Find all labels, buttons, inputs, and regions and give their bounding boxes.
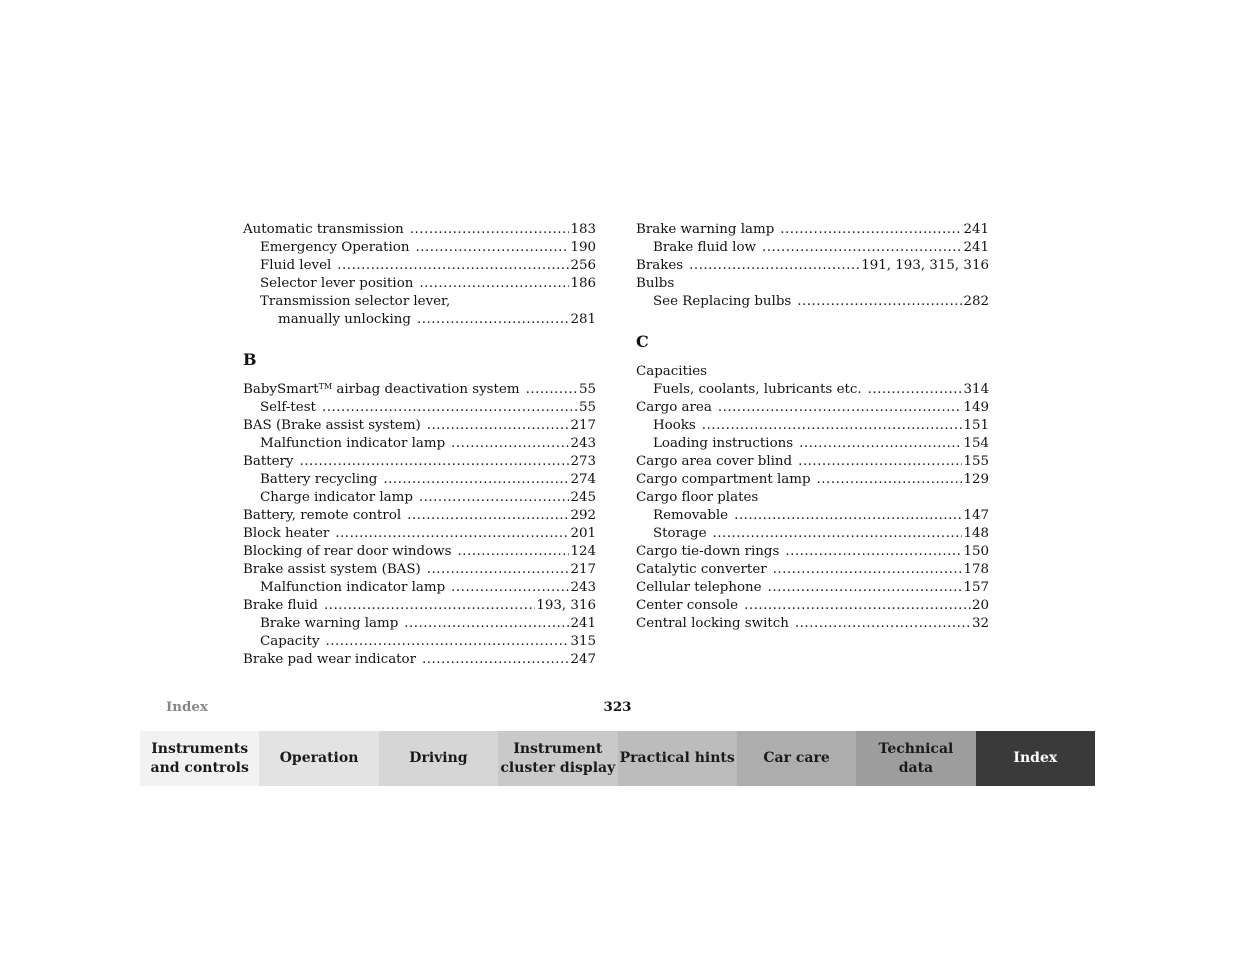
index-entry [243, 257, 596, 275]
page-ref: 178 [963, 562, 989, 577]
index-entry [636, 417, 989, 435]
entry-label: Battery recycling [260, 472, 378, 487]
leader-dots [451, 579, 569, 597]
page-ref: 147 [963, 508, 989, 523]
page-ref: 129 [963, 472, 989, 487]
nav-tab-instruments-and-controls[interactable]: Instruments and controls [140, 731, 259, 786]
page-ref: 281 [570, 312, 596, 327]
page-number: 323 [603, 699, 632, 715]
index-entry [636, 363, 989, 381]
page-ref: 245 [570, 490, 596, 505]
entry-label: Hooks [653, 418, 696, 433]
page-ref: 150 [963, 544, 989, 559]
page-ref: 247 [570, 652, 596, 667]
leader-dots [718, 399, 963, 417]
index-entry [636, 275, 989, 293]
leader-dots [422, 651, 569, 669]
page-ref: 190 [570, 240, 596, 255]
page-ref: 243 [570, 580, 596, 595]
entries-c [636, 363, 989, 633]
nav-tab-car-care[interactable]: Car care [737, 731, 856, 786]
leader-dots [322, 399, 578, 417]
entry-label: Brake assist system (BAS) [243, 562, 421, 577]
entry-label: Malfunction indicator lamp [260, 436, 446, 451]
index-entry [636, 399, 989, 417]
leader-dots [451, 435, 569, 453]
page-ref: 148 [963, 526, 989, 541]
entry-label: Blocking of rear door windows [243, 544, 452, 559]
entry-label: Brake fluid [243, 598, 318, 613]
entry-label: Fluid level [260, 258, 332, 273]
entry-label: Bulbs [636, 276, 675, 291]
page-ref: 157 [963, 580, 989, 595]
page-ref: 292 [570, 508, 596, 523]
leader-dots [798, 453, 962, 471]
index-entry [636, 435, 989, 453]
leader-dots [427, 561, 570, 579]
entry-label: Transmission selector lever, [260, 294, 451, 309]
entry-label: Brake warning lamp [260, 616, 399, 631]
page-ref: 217 [570, 562, 596, 577]
index-entry [636, 257, 989, 275]
leader-dots [713, 525, 963, 543]
leader-dots [326, 633, 570, 651]
index-entry [243, 453, 596, 471]
index-entry [243, 293, 596, 311]
entry-label: Removable [653, 508, 729, 523]
index-entry [636, 543, 989, 561]
page-ref: 256 [570, 258, 596, 273]
index-entry [243, 633, 596, 651]
page-ref: 32 [971, 616, 989, 631]
entries-a [243, 221, 596, 329]
index-entry [636, 221, 989, 239]
index-entry [636, 507, 989, 525]
entry-label: Catalytic converter [636, 562, 767, 577]
index-entry [243, 489, 596, 507]
entry-label: Battery, remote control [243, 508, 402, 523]
leader-dots [335, 525, 569, 543]
leader-dots [427, 417, 570, 435]
entries-b-cont [636, 221, 989, 311]
index-entry-babysmart [243, 381, 596, 399]
index-entry [243, 239, 596, 257]
leader-dots [526, 381, 578, 399]
page-ref: 149 [963, 400, 989, 415]
index-entry [636, 579, 989, 597]
chapter-nav-bar [140, 731, 1095, 786]
leader-dots [780, 221, 962, 239]
index-entry [636, 561, 989, 579]
leader-dots [404, 615, 569, 633]
entry-label: Loading instructions [653, 436, 794, 451]
leader-dots [407, 507, 569, 525]
index-entry [243, 417, 596, 435]
index-entry [243, 561, 596, 579]
nav-tab-operation[interactable]: Operation [259, 731, 378, 786]
index-entry [243, 651, 596, 669]
nav-tab-practical-hints[interactable]: Practical hints [618, 731, 737, 786]
page-ref: 193, 316 [536, 598, 596, 613]
leader-dots [797, 293, 962, 311]
page-ref: 183 [570, 222, 596, 237]
entry-label: Block heater [243, 526, 330, 541]
entry-label: See Replacing bulbs [653, 294, 792, 309]
page-ref: 191, 193, 315, 316 [861, 258, 989, 273]
page-ref: 155 [963, 454, 989, 469]
babysmart-label-rest: airbag deactivation system [332, 382, 520, 397]
section-letter-b: B [243, 350, 257, 369]
index-entry [636, 597, 989, 615]
page-ref: 217 [570, 418, 596, 433]
page-ref: 315 [570, 634, 596, 649]
leader-dots [299, 453, 569, 471]
index-entry [243, 579, 596, 597]
entry-label: Center console [636, 598, 739, 613]
page-ref: 241 [570, 616, 596, 631]
entry-label: Automatic transmission [243, 222, 404, 237]
page-ref: 314 [963, 382, 989, 397]
leader-dots [795, 615, 971, 633]
page-ref: 282 [963, 294, 989, 309]
entry-label: Brake pad wear indicator [243, 652, 417, 667]
index-column-left [243, 221, 596, 669]
page-ref: 186 [570, 276, 596, 291]
leader-dots [768, 579, 963, 597]
entry-label: Storage [653, 526, 707, 541]
page-ref: 243 [570, 436, 596, 451]
leader-dots [762, 239, 962, 257]
index-entry [243, 311, 596, 329]
leader-dots [817, 471, 963, 489]
entry-label: Capacity [260, 634, 320, 649]
entry-label: Fuels, coolants, lubricants etc. [653, 382, 862, 397]
index-entry [243, 615, 596, 633]
entry-label: Cargo area [636, 400, 712, 415]
leader-dots [868, 381, 963, 399]
entry-label: Brake warning lamp [636, 222, 775, 237]
leader-dots [457, 543, 569, 561]
entry-label: manually unlocking [278, 312, 411, 327]
entry-label: Selector lever position [260, 276, 414, 291]
entry-label: Cargo area cover blind [636, 454, 793, 469]
leader-dots [702, 417, 963, 435]
leader-dots [410, 221, 570, 239]
leader-dots [324, 597, 535, 615]
page-ref: 201 [570, 526, 596, 541]
page-ref: 151 [963, 418, 989, 433]
index-entry [243, 435, 596, 453]
index-entry [636, 471, 989, 489]
index-entry [636, 489, 989, 507]
page-ref: 241 [963, 222, 989, 237]
leader-dots [417, 311, 569, 329]
entry-label: Cargo floor plates [636, 490, 759, 505]
index-entry [243, 221, 596, 239]
section-letter-c: C [636, 332, 649, 351]
leader-dots [785, 543, 962, 561]
leader-dots [773, 561, 963, 579]
leader-dots [419, 489, 570, 507]
index-entry [636, 239, 989, 257]
entry-label: BAS (Brake assist system) [243, 418, 421, 433]
entries-b [243, 399, 596, 669]
leader-dots [419, 275, 569, 293]
page-ref: 20 [971, 598, 989, 613]
index-entry [636, 381, 989, 399]
leader-dots [415, 239, 569, 257]
leader-dots [383, 471, 569, 489]
entry-label: Cellular telephone [636, 580, 762, 595]
entry-label: Brake fluid low [653, 240, 756, 255]
entry-label: Emergency Operation [260, 240, 410, 255]
nav-tab-driving[interactable]: Driving [379, 731, 498, 786]
index-entry [636, 525, 989, 543]
nav-tab-index[interactable]: Index [976, 731, 1095, 786]
trademark-sup: TM [318, 382, 333, 391]
entry-label: Battery [243, 454, 294, 469]
entry-label: Central locking switch [636, 616, 789, 631]
page-ref: 241 [963, 240, 989, 255]
entry-label: Brakes [636, 258, 684, 273]
index-entry [636, 453, 989, 471]
page-ref: 273 [570, 454, 596, 469]
index-entry [636, 615, 989, 633]
page-ref: 124 [570, 544, 596, 559]
babysmart-label: BabySmart [243, 382, 319, 397]
index-entry [636, 293, 989, 311]
index-entry [243, 507, 596, 525]
footer-section-label: Index [166, 699, 208, 715]
entry-label: Charge indicator lamp [260, 490, 413, 505]
page-ref: 55 [578, 400, 596, 415]
entry-label: Malfunction indicator lamp [260, 580, 446, 595]
entry-label: Cargo tie-down rings [636, 544, 780, 559]
index-entry [243, 543, 596, 561]
nav-tab-technical-data[interactable]: Technical data [856, 731, 975, 786]
page-ref: 274 [570, 472, 596, 487]
leader-dots [744, 597, 971, 615]
index-entry [243, 525, 596, 543]
entry-label: Cargo compartment lamp [636, 472, 811, 487]
page-ref: 55 [578, 382, 596, 397]
page-ref: 154 [963, 436, 989, 451]
entry-label: Capacities [636, 364, 708, 379]
leader-dots [689, 257, 860, 275]
nav-tab-instrument-cluster-display[interactable]: Instrument cluster display [498, 731, 617, 786]
index-column-right [636, 221, 989, 633]
index-entry [243, 471, 596, 489]
index-entry [243, 399, 596, 417]
index-entry [243, 597, 596, 615]
leader-dots [799, 435, 962, 453]
leader-dots [734, 507, 962, 525]
entry-label: Self-test [260, 400, 316, 415]
index-entry [243, 275, 596, 293]
leader-dots [337, 257, 569, 275]
